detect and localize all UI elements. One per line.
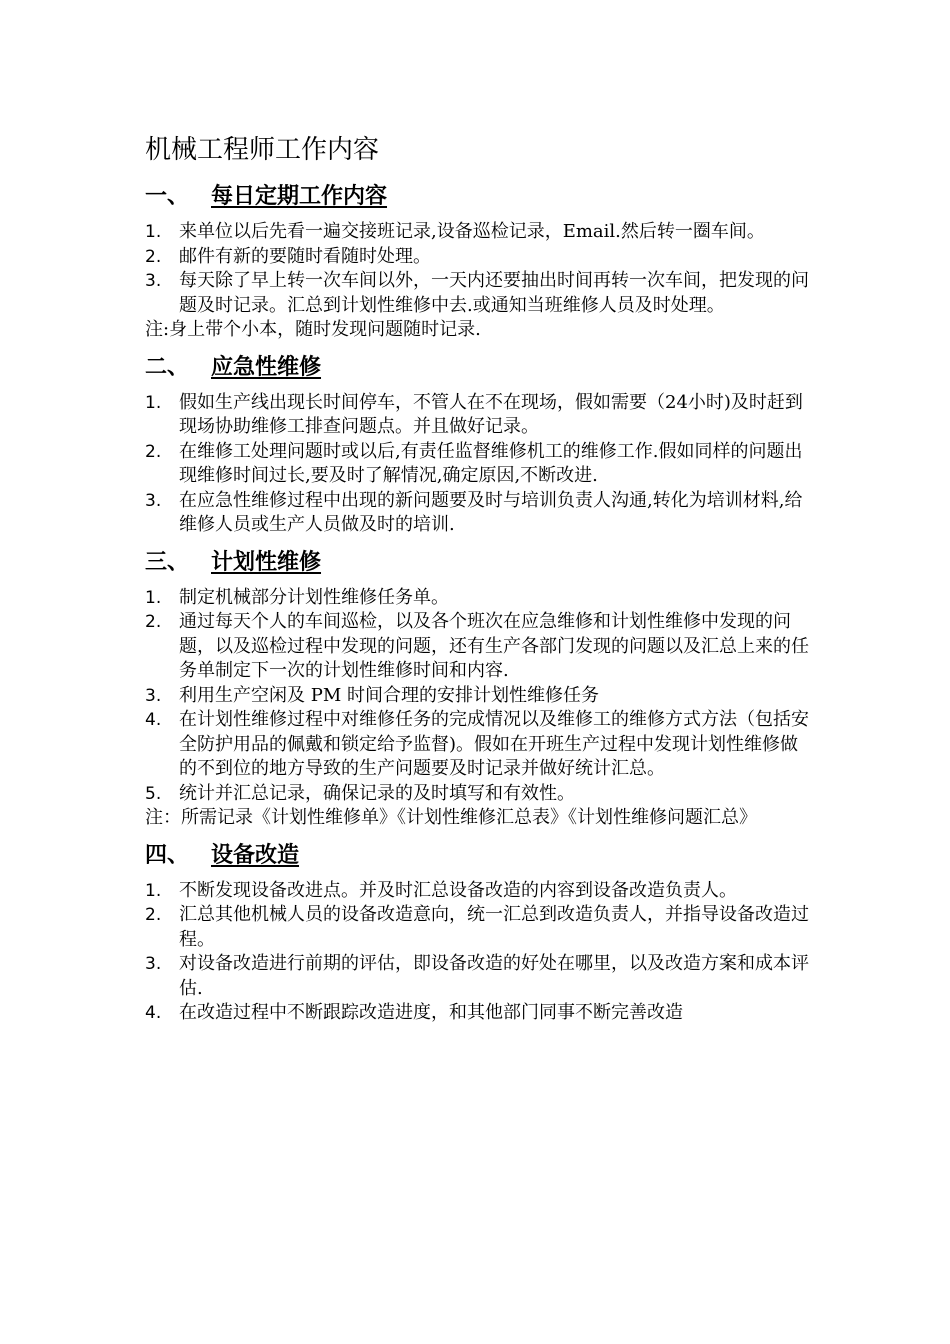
section-title: 设备改造 bbox=[211, 842, 300, 868]
section-title: 计划性维修 bbox=[211, 549, 322, 575]
item-text: 来单位以后先看一遍交接班记录,设备巡检记录，Email.然后转一圈车间。 bbox=[179, 221, 765, 242]
section-number: 二、 bbox=[145, 354, 190, 380]
section-heading bbox=[145, 839, 810, 873]
list-item bbox=[145, 708, 810, 782]
document-title: 机械工程师工作内容 bbox=[145, 135, 380, 165]
list-item bbox=[145, 440, 810, 489]
list-item bbox=[145, 220, 810, 245]
section-equipment-modification bbox=[145, 839, 810, 1026]
item-text: 统计并汇总记录，确保记录的及时填写和有效性。 bbox=[179, 782, 575, 804]
section-emergency-repair bbox=[145, 351, 810, 538]
item-text: 每天除了早上转一次车间以外，一天内还要抽出时间再转一次车间，把发现的问题及时记录。汇总到计划性维修中去.或通知当班维修人员及时处理。 bbox=[179, 270, 809, 316]
item-text: 在计划性维修过程中对维修任务的完成情况以及维修工的维修方式方法（包括安全防护用品的佩戴和锁定给予监督)。假如在开班生产过程中发现计划性维修做的不到位的地方导致的生产问题要及时记录并做好统计汇总。 bbox=[179, 709, 809, 779]
item-number: 2. bbox=[145, 612, 162, 632]
list-item bbox=[145, 903, 810, 952]
numbered-list bbox=[145, 586, 810, 807]
list-item bbox=[145, 684, 810, 709]
item-text: 通过每天个人的车间巡检，以及各个班次在应急维修和计划性维修中发现的问题，以及巡检过程中发现的问题，还有生产各部门发现的问题以及汇总上来的任务单制定下一次的计划性维修时间和内容. bbox=[179, 611, 809, 681]
section-heading bbox=[145, 180, 810, 214]
item-number: 3. bbox=[145, 954, 162, 974]
item-number: 4. bbox=[145, 1003, 162, 1023]
item-text: 制定机械部分计划性维修任务单。 bbox=[179, 586, 449, 608]
list-item bbox=[145, 610, 810, 684]
item-number: 3. bbox=[145, 685, 162, 706]
item-text: 在应急性维修过程中出现的新问题要及时与培训负责人沟通,转化为培训材料,给维修人员或生产人员做及时的培训. bbox=[179, 489, 803, 535]
section-planned-maintenance bbox=[145, 546, 810, 831]
item-text: 利用生产空闲及 PM 时间合理的安排计划性维修任务 bbox=[179, 684, 599, 706]
item-number: 4. bbox=[145, 710, 162, 730]
list-item bbox=[145, 782, 810, 807]
list-item bbox=[145, 879, 810, 904]
item-text: 邮件有新的要随时看随时处理。 bbox=[179, 245, 431, 267]
list-item bbox=[145, 489, 810, 538]
item-text: 假如生产线出现长时间停车，不管人在不在现场，假如需要（24小时)及时赶到现场协助维修工排查问题点。并且做好记录。 bbox=[179, 391, 803, 437]
section-title: 每日定期工作内容 bbox=[211, 184, 388, 209]
list-item bbox=[145, 245, 810, 270]
item-number: 3. bbox=[145, 490, 162, 511]
item-number: 1. bbox=[145, 392, 162, 413]
section-title: 应急性维修 bbox=[211, 354, 322, 380]
item-number: 1. bbox=[145, 880, 162, 901]
numbered-list bbox=[145, 220, 810, 318]
item-number: 5. bbox=[145, 783, 162, 804]
item-text: 在改造过程中不断跟踪改造进度，和其他部门同事不断完善改造 bbox=[179, 1002, 683, 1023]
list-item bbox=[145, 269, 810, 318]
item-number: 2. bbox=[145, 441, 162, 462]
section-number: 三、 bbox=[145, 549, 190, 575]
section-note: 注：所需记录《计划性维修单》《计划性维修汇总表》《计划性维修问题汇总》 bbox=[145, 807, 757, 828]
section-heading bbox=[145, 351, 810, 385]
list-item bbox=[145, 1001, 810, 1026]
list-item bbox=[145, 952, 810, 1001]
section-number: 一、 bbox=[145, 184, 190, 209]
item-number: 2. bbox=[145, 246, 162, 267]
item-text: 对设备改造进行前期的评估，即设备改造的好处在哪里，以及改造方案和成本评估. bbox=[179, 953, 809, 999]
numbered-list bbox=[145, 391, 810, 538]
item-number: 3. bbox=[145, 271, 162, 291]
list-item bbox=[145, 391, 810, 440]
numbered-list bbox=[145, 879, 810, 1026]
item-number: 1. bbox=[145, 587, 162, 608]
list-item bbox=[145, 586, 810, 611]
item-text: 不断发现设备改进点。并及时汇总设备改造的内容到设备改造负责人。 bbox=[179, 879, 737, 901]
item-text: 在维修工处理问题时或以后,有责任监督维修机工的维修工作.假如同样的问题出现维修时间过长,要及时了解情况,确定原因,不断改进. bbox=[179, 440, 803, 486]
section-note: 注:身上带个小本，随时发现问题随时记录. bbox=[145, 319, 481, 340]
section-number: 四、 bbox=[145, 842, 190, 868]
document-page bbox=[145, 128, 810, 1026]
section-daily-work bbox=[145, 180, 810, 343]
item-number: 2. bbox=[145, 905, 162, 925]
item-text: 汇总其他机械人员的设备改造意向，统一汇总到改造负责人，并指导设备改造过程。 bbox=[179, 904, 809, 950]
item-number: 1. bbox=[145, 222, 162, 242]
section-heading bbox=[145, 546, 810, 580]
